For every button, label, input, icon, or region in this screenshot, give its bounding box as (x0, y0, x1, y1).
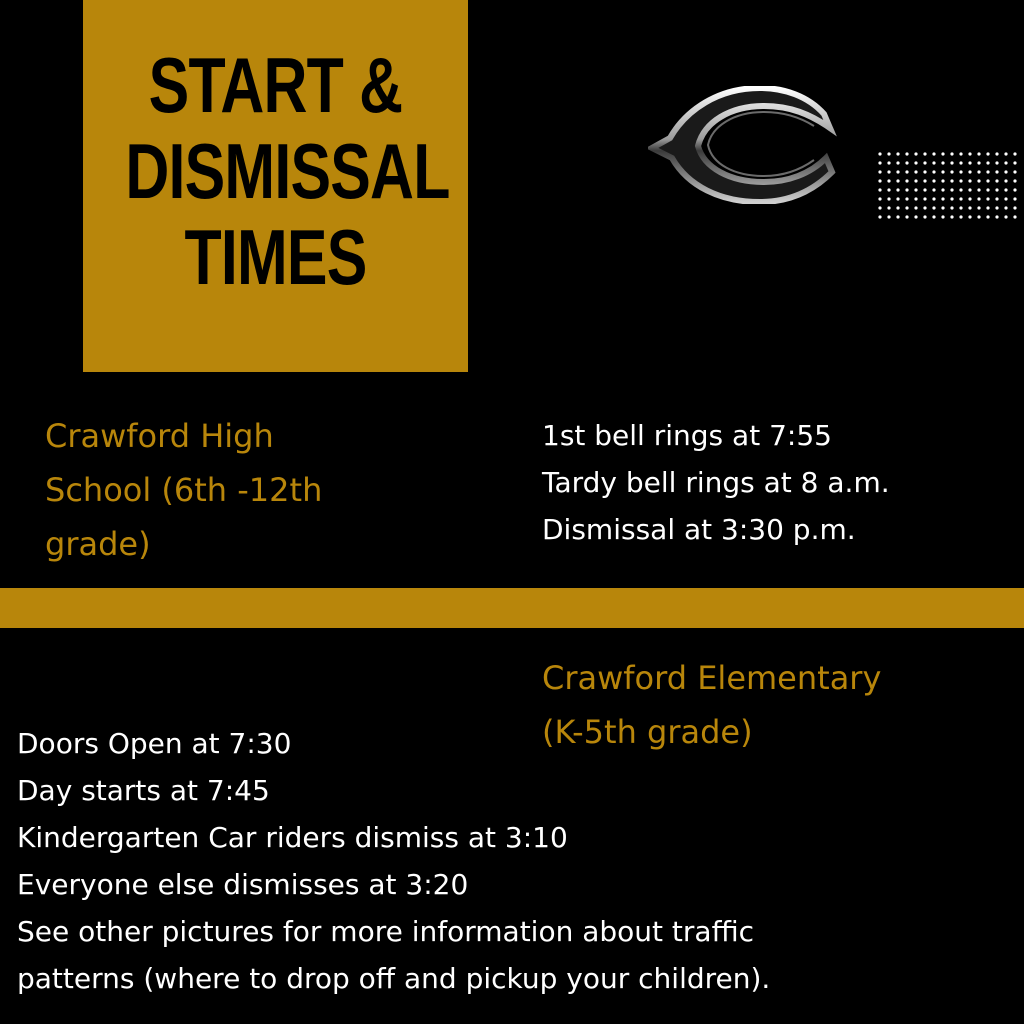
grid-dot (977, 197, 980, 200)
grid-dot (905, 152, 908, 155)
grid-dot (896, 197, 899, 200)
grid-dot (905, 170, 908, 173)
grid-dot (1004, 188, 1007, 191)
high-school-heading-line: School (6th -12th (45, 471, 323, 509)
grid-dot (1013, 215, 1016, 218)
grid-dot (1013, 179, 1016, 182)
grid-dot (959, 206, 962, 209)
grid-dot (932, 161, 935, 164)
grid-dot (959, 215, 962, 218)
grid-dot (896, 152, 899, 155)
high-school-schedule (542, 412, 890, 553)
grid-dot (932, 206, 935, 209)
grid-dot (941, 188, 944, 191)
grid-dot (941, 161, 944, 164)
grid-dot (968, 215, 971, 218)
grid-dot (878, 152, 881, 155)
grid-dot (905, 188, 908, 191)
schedule-item: Day starts at 7:45 (17, 774, 270, 807)
grid-dot (878, 161, 881, 164)
schedule-item: Doors Open at 7:30 (17, 727, 292, 760)
elementary-heading-line: (K-5th grade) (542, 713, 753, 751)
grid-dot (1004, 215, 1007, 218)
grid-dot (1013, 206, 1016, 209)
grid-dot (977, 179, 980, 182)
grid-dot (1013, 188, 1016, 191)
grid-dot (977, 215, 980, 218)
grid-dot (977, 152, 980, 155)
schedule-item: Dismissal at 3:30 p.m. (542, 513, 856, 546)
grid-dot (986, 197, 989, 200)
grid-dot (950, 161, 953, 164)
grid-dot (932, 215, 935, 218)
grid-dot (932, 152, 935, 155)
grid-dot (941, 179, 944, 182)
grid-dot (1004, 197, 1007, 200)
grid-dot (959, 170, 962, 173)
grid-dot (986, 161, 989, 164)
grid-dot (878, 179, 881, 182)
grid-dot (878, 188, 881, 191)
schedule-item: Everyone else dismisses at 3:20 (17, 868, 469, 901)
grid-dot (923, 206, 926, 209)
grid-dot (995, 152, 998, 155)
grid-dot (914, 161, 917, 164)
grid-dot (887, 188, 890, 191)
grid-dot (896, 215, 899, 218)
grid-dot (896, 161, 899, 164)
grid-dot (968, 206, 971, 209)
grid-dot (878, 215, 881, 218)
grid-dot (941, 152, 944, 155)
grid-dot (878, 206, 881, 209)
high-school-heading-line: Crawford High (45, 417, 274, 455)
crawford-c-logo-icon (648, 86, 838, 204)
schedule-item: Kindergarten Car riders dismiss at 3:10 (17, 821, 568, 854)
grid-dot (923, 215, 926, 218)
grid-dot (887, 170, 890, 173)
grid-dot (923, 197, 926, 200)
high-school-heading-line: grade) (45, 525, 151, 563)
grid-dot (968, 197, 971, 200)
elementary-schedule (17, 720, 770, 1002)
grid-dot (995, 179, 998, 182)
grid-dot (995, 170, 998, 173)
grid-dot (1004, 179, 1007, 182)
schedule-item: See other pictures for more information about traffic (17, 915, 755, 948)
grid-dot (995, 215, 998, 218)
grid-dot (986, 152, 989, 155)
grid-dot (941, 170, 944, 173)
title-box (83, 0, 468, 372)
title-line-3: TIMES (184, 213, 367, 301)
schedule-item: 1st bell rings at 7:55 (542, 419, 832, 452)
grid-dot (950, 206, 953, 209)
grid-dot (1013, 197, 1016, 200)
title-line-2: DISMISSAL (125, 127, 450, 215)
divider-band (0, 588, 1024, 628)
grid-dot (905, 215, 908, 218)
grid-dot (905, 161, 908, 164)
grid-dot (959, 179, 962, 182)
grid-dot (1004, 152, 1007, 155)
grid-dot (896, 206, 899, 209)
grid-dot (923, 179, 926, 182)
grid-dot (950, 197, 953, 200)
grid-dot (995, 188, 998, 191)
grid-dot (977, 161, 980, 164)
grid-dot (1004, 206, 1007, 209)
grid-dot (896, 188, 899, 191)
grid-dot (950, 188, 953, 191)
grid-dot (986, 170, 989, 173)
grid-dot (941, 215, 944, 218)
grid-dot (914, 170, 917, 173)
grid-dot (932, 179, 935, 182)
grid-dot (995, 206, 998, 209)
grid-dot (941, 197, 944, 200)
grid-dot (932, 170, 935, 173)
grid-dot (968, 179, 971, 182)
grid-dot (968, 170, 971, 173)
grid-dot (1013, 170, 1016, 173)
grid-dot (950, 215, 953, 218)
grid-dot (914, 206, 917, 209)
grid-dot (896, 179, 899, 182)
grid-dot (986, 179, 989, 182)
grid-dot (905, 206, 908, 209)
high-school-heading (45, 409, 322, 571)
grid-dot (941, 206, 944, 209)
grid-dot (959, 188, 962, 191)
grid-dot (914, 215, 917, 218)
grid-dot (914, 188, 917, 191)
grid-dot (887, 152, 890, 155)
grid-dot (968, 152, 971, 155)
grid-dot (914, 152, 917, 155)
grid-dot (968, 188, 971, 191)
grid-dot (1004, 161, 1007, 164)
grid-dot (932, 197, 935, 200)
grid-dot (959, 197, 962, 200)
grid-dot (932, 188, 935, 191)
grid-dot (887, 197, 890, 200)
grid-dot (914, 197, 917, 200)
grid-dot (986, 206, 989, 209)
grid-dot (977, 188, 980, 191)
grid-dot (878, 197, 881, 200)
grid-dot (995, 197, 998, 200)
grid-dot (959, 161, 962, 164)
grid-dot (959, 152, 962, 155)
grid-dot (923, 161, 926, 164)
grid-dot (923, 152, 926, 155)
grid-dot (887, 215, 890, 218)
grid-dot (950, 152, 953, 155)
grid-dot (905, 179, 908, 182)
grid-dot (878, 170, 881, 173)
elementary-heading-line: Crawford Elementary (542, 659, 882, 697)
grid-dot (1013, 152, 1016, 155)
grid-dot (977, 170, 980, 173)
grid-dot (1013, 161, 1016, 164)
grid-dot (914, 179, 917, 182)
grid-dot (887, 206, 890, 209)
grid-dot (905, 197, 908, 200)
title-line-1: START & (148, 41, 403, 129)
schedule-item: patterns (where to drop off and pickup your children). (17, 962, 771, 995)
grid-dot (986, 188, 989, 191)
grid-dot (887, 179, 890, 182)
grid-dot (950, 170, 953, 173)
grid-dot (968, 161, 971, 164)
grid-dot (1004, 170, 1007, 173)
grid-dot (950, 179, 953, 182)
grid-dot (986, 215, 989, 218)
grid-dot (923, 170, 926, 173)
grid-dot (995, 161, 998, 164)
grid-dot (887, 161, 890, 164)
grid-dot (977, 206, 980, 209)
grid-dot (896, 170, 899, 173)
dot-grid-decoration (876, 150, 1024, 224)
schedule-item: Tardy bell rings at 8 a.m. (542, 466, 890, 499)
grid-dot (923, 188, 926, 191)
